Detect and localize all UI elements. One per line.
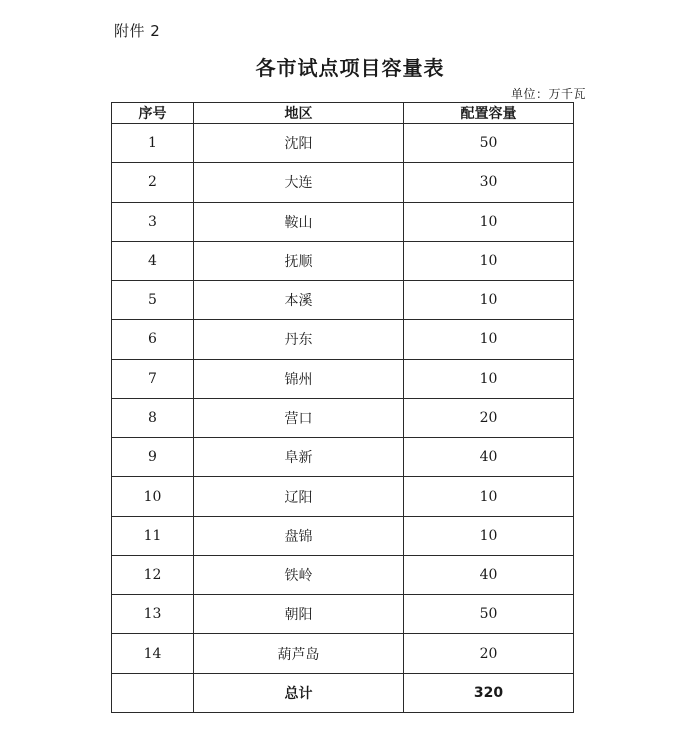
total-row (112, 673, 574, 712)
cell-capacity: 10 (404, 202, 574, 241)
table-row (112, 438, 574, 477)
table-header (112, 103, 574, 124)
table-row (112, 241, 574, 280)
cell-serial-number: 5 (112, 281, 194, 320)
cell-region: 盘锦 (194, 516, 404, 555)
header-capacity: 配置容量 (404, 103, 574, 124)
table-row (112, 281, 574, 320)
table-body (112, 124, 574, 713)
cell-capacity: 50 (404, 124, 574, 163)
cell-serial-number: 11 (112, 516, 194, 555)
table-row (112, 595, 574, 634)
table-row (112, 359, 574, 398)
cell-capacity: 10 (404, 320, 574, 359)
cell-capacity: 20 (404, 634, 574, 673)
cell-region: 葫芦岛 (194, 634, 404, 673)
cell-serial-number: 6 (112, 320, 194, 359)
table-row (112, 555, 574, 594)
capacity-table (111, 102, 574, 713)
cell-region: 抚顺 (194, 241, 404, 280)
unit-note: 单位：万千瓦 (510, 87, 586, 101)
table-row (112, 163, 574, 202)
table-row (112, 202, 574, 241)
cell-serial-number: 10 (112, 477, 194, 516)
cell-serial-number: 12 (112, 555, 194, 594)
cell-capacity: 30 (404, 163, 574, 202)
cell-region: 沈阳 (194, 124, 404, 163)
cell-region: 朝阳 (194, 595, 404, 634)
cell-region: 铁岭 (194, 555, 404, 594)
header-serial-number: 序号 (112, 103, 194, 124)
table-row (112, 320, 574, 359)
cell-region: 阜新 (194, 438, 404, 477)
cell-capacity: 10 (404, 359, 574, 398)
cell-capacity: 40 (404, 438, 574, 477)
attachment-label: 附件 2 (114, 22, 161, 40)
header-row (112, 103, 574, 124)
cell-region: 丹东 (194, 320, 404, 359)
cell-region: 本溪 (194, 281, 404, 320)
table-row (112, 516, 574, 555)
table-row (112, 124, 574, 163)
cell-region: 辽阳 (194, 477, 404, 516)
cell-serial-number: 13 (112, 595, 194, 634)
cell-serial-number: 3 (112, 202, 194, 241)
cell-capacity: 20 (404, 398, 574, 437)
cell-capacity: 10 (404, 281, 574, 320)
table-row (112, 398, 574, 437)
cell-serial-number: 1 (112, 124, 194, 163)
cell-serial-number: 4 (112, 241, 194, 280)
cell-capacity: 10 (404, 241, 574, 280)
total-label: 总计 (194, 673, 404, 712)
cell-capacity: 10 (404, 477, 574, 516)
cell-region: 营口 (194, 398, 404, 437)
table-row (112, 634, 574, 673)
cell-capacity: 10 (404, 516, 574, 555)
total-value: 320 (404, 673, 574, 712)
total-serial-number (112, 673, 194, 712)
header-region: 地区 (194, 103, 404, 124)
cell-serial-number: 2 (112, 163, 194, 202)
cell-serial-number: 7 (112, 359, 194, 398)
cell-region: 鞍山 (194, 202, 404, 241)
cell-serial-number: 9 (112, 438, 194, 477)
cell-serial-number: 8 (112, 398, 194, 437)
document-title: 各市试点项目容量表 (255, 56, 445, 80)
table-row (112, 477, 574, 516)
cell-capacity: 50 (404, 595, 574, 634)
cell-region: 锦州 (194, 359, 404, 398)
cell-capacity: 40 (404, 555, 574, 594)
cell-region: 大连 (194, 163, 404, 202)
cell-serial-number: 14 (112, 634, 194, 673)
